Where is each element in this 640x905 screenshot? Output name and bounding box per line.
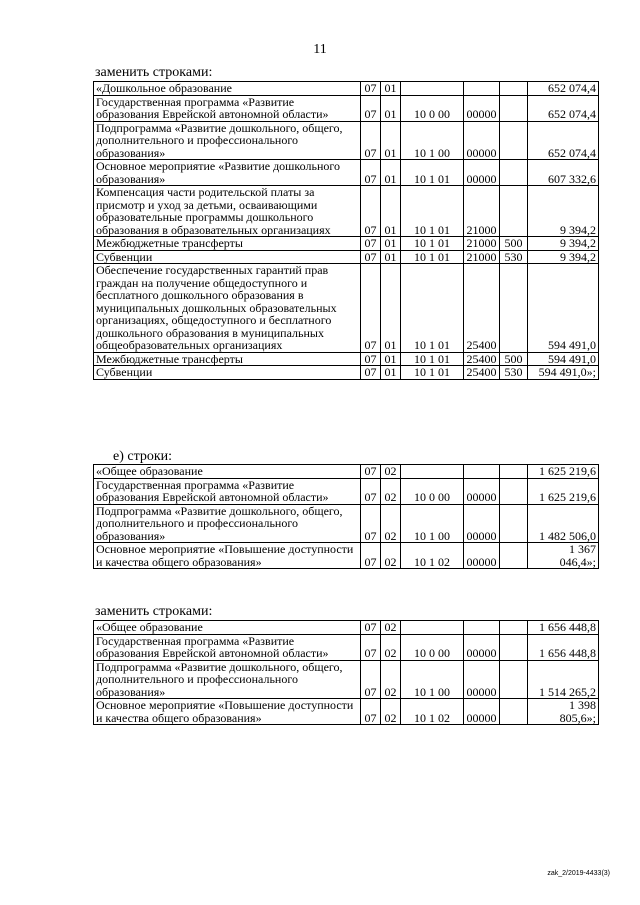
subsection-code-cell: 02	[381, 465, 401, 479]
amount-cell: 1 482 506,0	[528, 504, 599, 543]
direction-code-cell: 00000	[464, 660, 500, 699]
table-row	[94, 660, 599, 699]
expense-type-cell	[500, 699, 528, 725]
expense-type-cell: 500	[500, 352, 528, 366]
row-name-cell: «Общее образование	[94, 465, 361, 479]
program-code-cell	[401, 82, 464, 96]
expense-type-cell	[500, 186, 528, 237]
table-row	[94, 264, 599, 353]
direction-code-cell: 21000	[464, 186, 500, 237]
program-code-cell: 10 1 02	[401, 699, 464, 725]
section-code-cell: 07	[361, 160, 381, 186]
direction-code-cell	[464, 465, 500, 479]
program-code-cell: 10 1 02	[401, 543, 464, 569]
direction-code-cell: 00000	[464, 160, 500, 186]
row-name-cell: «Дошкольное образование	[94, 82, 361, 96]
table-row	[94, 465, 599, 479]
table-row	[94, 250, 599, 264]
subsection-code-cell: 01	[381, 250, 401, 264]
program-code-cell	[401, 465, 464, 479]
budget-table-2	[93, 464, 599, 569]
row-name-cell: Субвенции	[94, 250, 361, 264]
amount-cell: 1 625 219,6	[528, 465, 599, 479]
expense-type-cell	[500, 543, 528, 569]
program-code-cell: 10 1 01	[401, 250, 464, 264]
budget-table-1	[93, 81, 599, 380]
section-code-cell: 07	[361, 264, 381, 353]
expense-type-cell	[500, 504, 528, 543]
program-code-cell: 10 0 00	[401, 634, 464, 660]
subsection-code-cell: 01	[381, 264, 401, 353]
amount-cell: 9 394,2	[528, 186, 599, 237]
expense-type-cell	[500, 634, 528, 660]
table-row	[94, 95, 599, 121]
section-code-cell: 07	[361, 366, 381, 380]
subsection-code-cell: 01	[381, 186, 401, 237]
row-name-cell: Подпрограмма «Развитие дошкольного, общего, дополнительного и профессионального образования»	[94, 504, 361, 543]
direction-code-cell: 00000	[464, 121, 500, 160]
section-heading: заменить строками:	[95, 604, 213, 619]
subsection-code-cell: 02	[381, 660, 401, 699]
table-row	[94, 621, 599, 635]
direction-code-cell: 25400	[464, 352, 500, 366]
row-name-cell: Основное мероприятие «Повышение доступности и качества общего образования»	[94, 543, 361, 569]
table-row	[94, 352, 599, 366]
amount-cell: 652 074,4	[528, 82, 599, 96]
amount-cell: 652 074,4	[528, 121, 599, 160]
subsection-code-cell: 01	[381, 95, 401, 121]
section-code-cell: 07	[361, 504, 381, 543]
amount-cell: 1 367 046,4»;	[528, 543, 599, 569]
row-name-cell: Основное мероприятие «Развитие дошкольного образования»	[94, 160, 361, 186]
table-row	[94, 160, 599, 186]
direction-code-cell: 00000	[464, 478, 500, 504]
program-code-cell: 10 1 01	[401, 160, 464, 186]
program-code-cell: 10 1 00	[401, 660, 464, 699]
table-row	[94, 504, 599, 543]
direction-code-cell: 21000	[464, 250, 500, 264]
subsection-code-cell: 02	[381, 621, 401, 635]
direction-code-cell: 00000	[464, 634, 500, 660]
table-row	[94, 366, 599, 380]
direction-code-cell	[464, 621, 500, 635]
subsection-code-cell: 01	[381, 121, 401, 160]
expense-type-cell	[500, 160, 528, 186]
program-code-cell	[401, 621, 464, 635]
row-name-cell: Субвенции	[94, 366, 361, 380]
subsection-code-cell: 01	[381, 82, 401, 96]
amount-cell: 9 394,2	[528, 250, 599, 264]
section-code-cell: 07	[361, 237, 381, 251]
section-code-cell: 07	[361, 352, 381, 366]
expense-type-cell	[500, 82, 528, 96]
amount-cell: 594 491,0	[528, 264, 599, 353]
section-code-cell: 07	[361, 621, 381, 635]
section-code-cell: 07	[361, 660, 381, 699]
section-heading: е) строки:	[113, 449, 173, 464]
table-row	[94, 478, 599, 504]
program-code-cell: 10 1 01	[401, 186, 464, 237]
direction-code-cell	[464, 82, 500, 96]
subsection-code-cell: 01	[381, 237, 401, 251]
subsection-code-cell: 01	[381, 160, 401, 186]
amount-cell: 9 394,2	[528, 237, 599, 251]
expense-type-cell	[500, 478, 528, 504]
section-code-cell: 07	[361, 478, 381, 504]
expense-type-cell: 500	[500, 237, 528, 251]
table-row	[94, 121, 599, 160]
amount-cell: 1 656 448,8	[528, 634, 599, 660]
section-code-cell: 07	[361, 250, 381, 264]
row-name-cell: Обеспечение государственных гарантий прав граждан на получение общедоступного и бесплатного дошкольного образования в муниципальных дошкольных образовательных организациях, общедоступного и бесплатного дошкольного образования в муниципальных общеобразовательных организациях	[94, 264, 361, 353]
subsection-code-cell: 02	[381, 543, 401, 569]
section-code-cell: 07	[361, 186, 381, 237]
expense-type-cell	[500, 621, 528, 635]
direction-code-cell: 00000	[464, 543, 500, 569]
expense-type-cell: 530	[500, 250, 528, 264]
program-code-cell: 10 0 00	[401, 95, 464, 121]
subsection-code-cell: 02	[381, 504, 401, 543]
section-code-cell: 07	[361, 121, 381, 160]
page-number: 11	[313, 42, 327, 57]
table-row	[94, 634, 599, 660]
table-row	[94, 699, 599, 725]
amount-cell: 607 332,6	[528, 160, 599, 186]
section-code-cell: 07	[361, 543, 381, 569]
section-heading: заменить строками:	[95, 65, 213, 80]
amount-cell: 1 398 805,6»;	[528, 699, 599, 725]
row-name-cell: Межбюджетные трансферты	[94, 237, 361, 251]
row-name-cell: Государственная программа «Развитие образования Еврейской автономной области»	[94, 634, 361, 660]
program-code-cell: 10 1 01	[401, 264, 464, 353]
amount-cell: 652 074,4	[528, 95, 599, 121]
expense-type-cell	[500, 660, 528, 699]
section-code-cell: 07	[361, 465, 381, 479]
row-name-cell: Государственная программа «Развитие образования Еврейской автономной области»	[94, 95, 361, 121]
row-name-cell: Подпрограмма «Развитие дошкольного, общего, дополнительного и профессионального образования»	[94, 660, 361, 699]
table-row	[94, 237, 599, 251]
subsection-code-cell: 02	[381, 699, 401, 725]
amount-cell: 594 491,0	[528, 352, 599, 366]
section-code-cell: 07	[361, 82, 381, 96]
section-code-cell: 07	[361, 634, 381, 660]
amount-cell: 1 514 265,2	[528, 660, 599, 699]
row-name-cell: Межбюджетные трансферты	[94, 352, 361, 366]
direction-code-cell: 21000	[464, 237, 500, 251]
expense-type-cell	[500, 95, 528, 121]
amount-cell: 1 625 219,6	[528, 478, 599, 504]
expense-type-cell	[500, 264, 528, 353]
document-code: zak_2/2019-4433(3)	[547, 870, 610, 877]
table-row	[94, 186, 599, 237]
section-code-cell: 07	[361, 95, 381, 121]
program-code-cell: 10 0 00	[401, 478, 464, 504]
row-name-cell: Компенсация части родительской платы за присмотр и уход за детьми, осваивающими образовательные программы дошкольного образования в образовательных организациях	[94, 186, 361, 237]
direction-code-cell: 25400	[464, 366, 500, 380]
direction-code-cell: 25400	[464, 264, 500, 353]
amount-cell: 594 491,0»;	[528, 366, 599, 380]
program-code-cell: 10 1 01	[401, 237, 464, 251]
subsection-code-cell: 01	[381, 352, 401, 366]
direction-code-cell: 00000	[464, 95, 500, 121]
direction-code-cell: 00000	[464, 699, 500, 725]
subsection-code-cell: 02	[381, 478, 401, 504]
program-code-cell: 10 1 00	[401, 121, 464, 160]
direction-code-cell: 00000	[464, 504, 500, 543]
expense-type-cell: 530	[500, 366, 528, 380]
subsection-code-cell: 01	[381, 366, 401, 380]
budget-table-3	[93, 620, 599, 725]
program-code-cell: 10 1 01	[401, 352, 464, 366]
row-name-cell: Государственная программа «Развитие образования Еврейской автономной области»	[94, 478, 361, 504]
expense-type-cell	[500, 121, 528, 160]
row-name-cell: Основное мероприятие «Повышение доступности и качества общего образования»	[94, 699, 361, 725]
row-name-cell: «Общее образование	[94, 621, 361, 635]
expense-type-cell	[500, 465, 528, 479]
table-row	[94, 543, 599, 569]
row-name-cell: Подпрограмма «Развитие дошкольного, общего, дополнительного и профессионального образования»	[94, 121, 361, 160]
section-code-cell: 07	[361, 699, 381, 725]
table-row	[94, 82, 599, 96]
amount-cell: 1 656 448,8	[528, 621, 599, 635]
program-code-cell: 10 1 01	[401, 366, 464, 380]
subsection-code-cell: 02	[381, 634, 401, 660]
program-code-cell: 10 1 00	[401, 504, 464, 543]
